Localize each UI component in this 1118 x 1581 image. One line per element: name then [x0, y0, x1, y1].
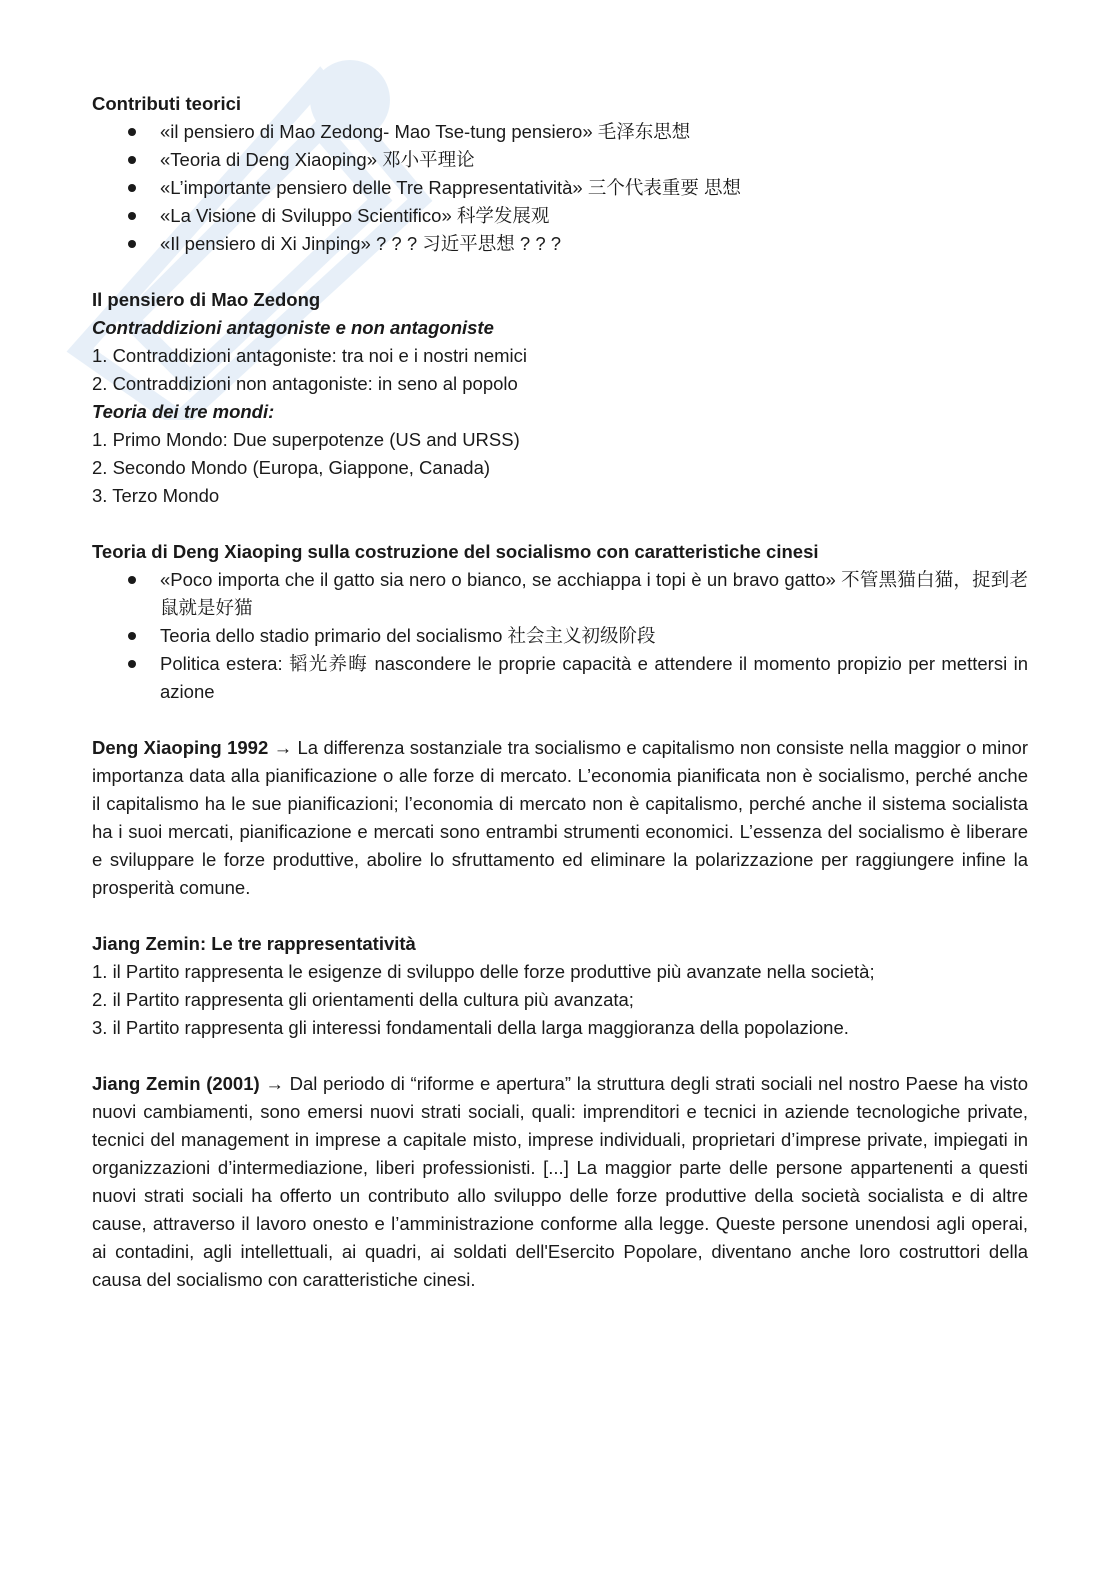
arrow-glyph: → — [265, 1073, 284, 1094]
paragraph-text: La differenza sostanziale tra socialismo e capitalismo non consiste nella maggior o minor importanza data alla pianificazione o alle forze di mercato. L’economia pianificata non è socialismo, perché anche il capitalismo ha le sue pianificazioni; l’economia di mercato non è capitalismo, perché anche il sistema socialista ha i suoi mercati, pianificazione e mercati sono entrambi strumenti economici. L’essenza del socialismo è liberare e sviluppare le forze produttive, abolire lo sfruttamento ed eliminare la polarizzazione per raggiungere infine la prosperità comune. — [92, 737, 1029, 898]
list-item: 1. Primo Mondo: Due superpotenze (US and URSS) — [92, 429, 520, 450]
paragraph-lead: Jiang Zemin (2001) — [92, 1073, 260, 1094]
list-item: 2. il Partito rappresenta gli orientamenti della cultura più avanzata; — [92, 989, 634, 1010]
paragraph-lead: Deng Xiaoping 1992 — [92, 737, 269, 758]
arrow-glyph: → — [273, 737, 293, 758]
contributi-list — [92, 118, 1028, 258]
list-item: «Il pensiero di Xi Jinping» ? ? ? 习近平思想 ? ? ? — [92, 230, 1028, 258]
list-item: «L’importante pensiero delle Tre Rappresentatività» 三个代表重要 思想 — [92, 174, 1028, 202]
list-item: Politica estera: 韬光养晦 nascondere le proprie capacità e attendere il momento propizio per mettersi in azione — [92, 650, 1028, 706]
paragraph-deng-1992 — [92, 734, 1028, 902]
list-item: «La Visione di Sviluppo Scientifico» 科学发展观 — [92, 202, 1028, 230]
list-item: Teoria dello stadio primario del socialismo 社会主义初级阶段 — [92, 622, 1028, 650]
subtitle-contraddizioni: Contraddizioni antagoniste e non antagoniste — [92, 317, 494, 338]
section-title-deng: Teoria di Deng Xiaoping sulla costruzione del socialismo con caratteristiche cinesi — [92, 541, 819, 562]
section-title-mao: Il pensiero di Mao Zedong — [92, 289, 321, 310]
subtitle-tre-mondi: Teoria dei tre mondi: — [92, 401, 275, 422]
paragraph-jiang-2001 — [92, 1070, 1028, 1294]
list-item: «il pensiero di Mao Zedong- Mao Tse-tung pensiero» 毛泽东思想 — [92, 118, 1028, 146]
section-title-jiang: Jiang Zemin: Le tre rappresentatività — [92, 933, 416, 954]
list-item: 3. il Partito rappresenta gli interessi fondamentali della larga maggioranza della popolazione. — [92, 1017, 849, 1038]
document-page — [92, 90, 1028, 1294]
list-item: 2. Secondo Mondo (Europa, Giappone, Canada) — [92, 457, 491, 478]
paragraph-text: Dal periodo di “riforme e apertura” la struttura degli strati sociali nel nostro Paese ha visto nuovi cambiamenti, sono emersi nuovi strati sociali, quali: imprenditori e tecnici in aziende tecnologiche private, tecnici del management in imprese a capitale misto, imprese individuali, proprietari d’imprese private, impiegati in organizzazioni d’intermediazione, liberi professionisti. [...] La maggior parte delle persone appartenenti a questi nuovi strati sociali ha offerto un contributo allo sviluppo delle forze produttive della società socialista e di altre cause, attraverso il lavoro onesto e l’amministrazione conforme alla legge. Queste persone unendosi agli operai, ai contadini, agli intellettuali, ai quadri, ai soldati dell'Esercito Popolare, diventano anche loro costruttori della causa del socialismo con caratteristiche cinesi. — [92, 1073, 1028, 1290]
list-item: 1. il Partito rappresenta le esigenze di sviluppo delle forze produttive più avanzate nella società; — [92, 961, 875, 982]
section-title-contributi: Contributi teorici — [92, 93, 242, 114]
list-item: 3. Terzo Mondo — [92, 485, 220, 506]
deng-list — [92, 566, 1028, 706]
list-item: «Teoria di Deng Xiaoping» 邓小平理论 — [92, 146, 1028, 174]
list-item: 1. Contraddizioni antagoniste: tra noi e i nostri nemici — [92, 345, 527, 366]
list-item: «Poco importa che il gatto sia nero o bianco, se acchiappa i topi è un bravo gatto» 不管黑猫白猫，捉到老鼠就是好猫 — [92, 566, 1028, 622]
list-item: 2. Contraddizioni non antagoniste: in seno al popolo — [92, 373, 518, 394]
